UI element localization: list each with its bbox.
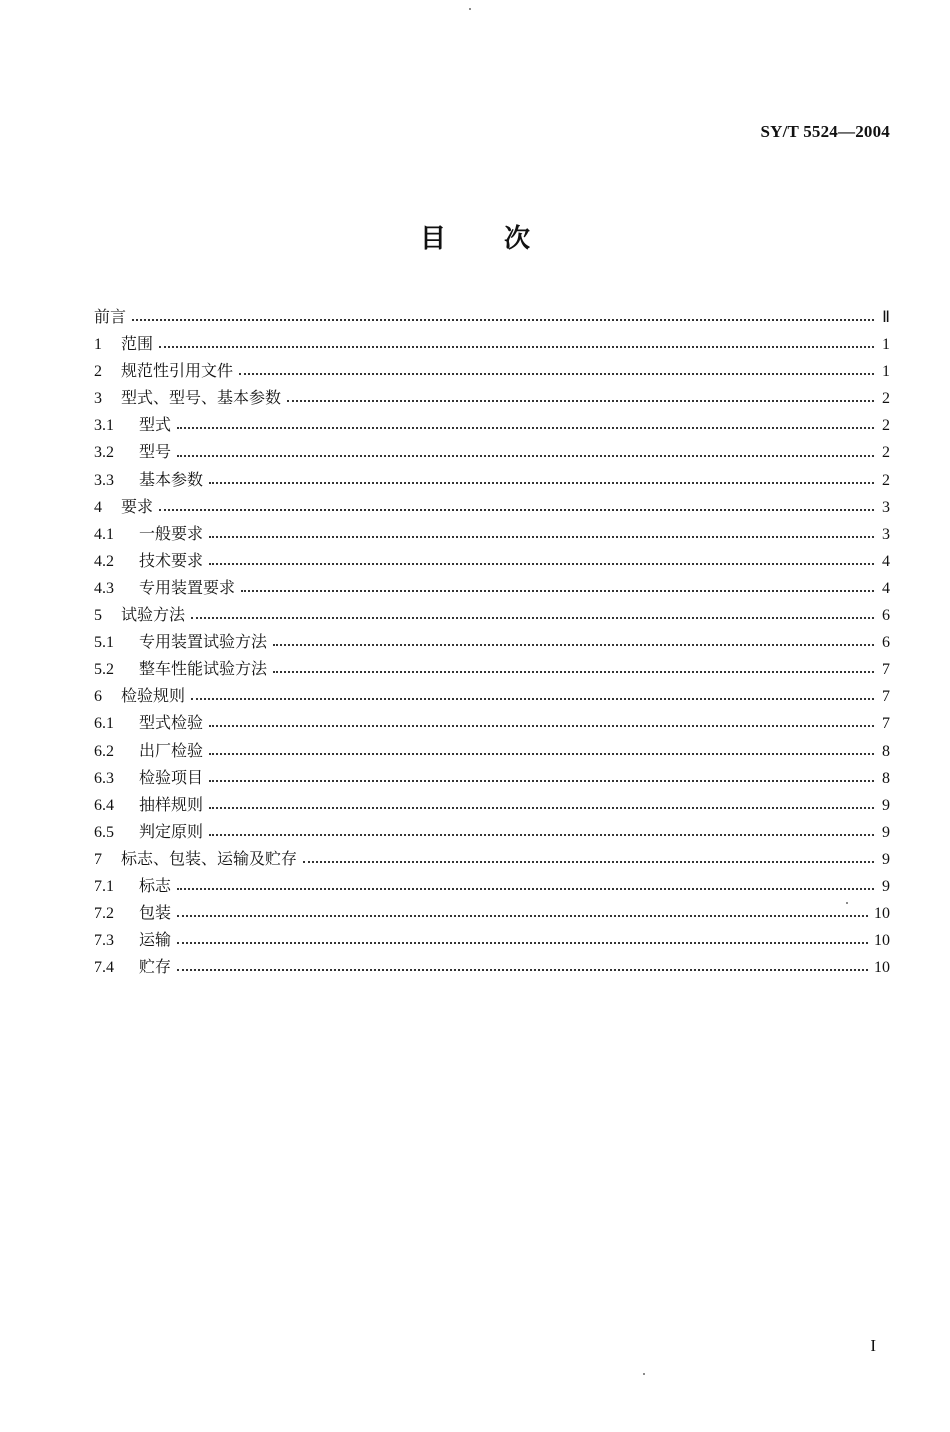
toc-leader-dots (209, 752, 874, 755)
toc-entry-label: 整车性能试验方法 (139, 659, 268, 679)
toc-entry[interactable] (94, 872, 890, 899)
toc-entry-label: 标志 (139, 875, 172, 895)
toc-entry-label: 一般要求 (139, 523, 204, 543)
toc-entry-label: 要求 (121, 496, 154, 516)
toc-leader-dots (209, 779, 874, 782)
toc-entry-page: 9 (882, 796, 890, 814)
toc-entry-page: 2 (882, 471, 890, 489)
toc-entry-page: 3 (882, 525, 890, 543)
toc-entry-page: 9 (882, 823, 890, 841)
toc-entry-number: 1 (94, 336, 102, 354)
toc-leader-dots (209, 481, 874, 484)
toc-leader-dots (132, 318, 874, 321)
toc-entry-page: 4 (882, 552, 890, 570)
toc-entry-page: 3 (882, 498, 890, 516)
toc-entry-label: 运输 (139, 930, 172, 950)
toc-leader-dots (177, 914, 868, 917)
toc-leader-dots (177, 426, 874, 429)
toc-leader-dots (159, 508, 874, 511)
toc-entry-page: 2 (882, 444, 890, 462)
toc-entry-number: 3 (94, 390, 102, 408)
toc-entry-number: 4 (94, 498, 102, 516)
toc-entry[interactable] (94, 438, 890, 465)
toc-entry-number: 6.4 (94, 796, 114, 814)
toc-entry-label: 型式、型号、基本参数 (121, 388, 282, 408)
toc-entry-page: 10 (874, 932, 890, 950)
toc-entry-label: 试验方法 (121, 605, 186, 625)
toc-leader-dots (209, 833, 874, 836)
toc-entry-page: 7 (882, 688, 890, 706)
toc-entry-number: 6.3 (94, 769, 114, 787)
toc-leader-dots (191, 697, 874, 700)
toc-entry-number: 7.2 (94, 905, 114, 923)
toc-entry-page: 1 (882, 336, 890, 354)
toc-entry-label: 规范性引用文件 (121, 361, 234, 381)
toc-entry[interactable] (94, 574, 890, 601)
toc-entry-page: 9 (882, 850, 890, 868)
toc-entry[interactable] (94, 899, 890, 926)
toc-leader-dots (303, 860, 874, 863)
toc-entry[interactable] (94, 791, 890, 818)
toc-entry-number: 5.1 (94, 634, 114, 652)
toc-entry-page: 7 (882, 715, 890, 733)
scan-speck (643, 1373, 645, 1375)
toc-leader-dots (209, 724, 874, 727)
toc-entry[interactable] (94, 466, 890, 493)
toc-entry-label: 抽样规则 (139, 794, 204, 814)
toc-entry-number: 7.3 (94, 932, 114, 950)
toc-entry[interactable] (94, 764, 890, 791)
toc-entry-page: 8 (882, 742, 890, 760)
toc-leader-dots (239, 372, 874, 375)
toc-entry-page: 8 (882, 769, 890, 787)
toc-entry-page: 2 (882, 390, 890, 408)
toc-entry-label: 型式 (139, 415, 172, 435)
toc-entry-label: 检验项目 (139, 767, 204, 787)
toc-leader-dots (177, 454, 874, 457)
toc-leader-dots (287, 399, 874, 402)
standard-code: SY/T 5524—2004 (760, 122, 890, 141)
toc-entry[interactable] (94, 737, 890, 764)
toc-leader-dots (273, 670, 874, 673)
toc-leader-dots (209, 806, 874, 809)
title-char-1: 目 (419, 224, 446, 254)
toc-leader-dots (241, 589, 874, 592)
toc-entry[interactable] (94, 384, 890, 411)
title-char-2: 次 (504, 224, 531, 254)
toc-entry-number: 3.2 (94, 444, 114, 462)
toc-entry-number: 7.4 (94, 959, 114, 977)
toc-entry[interactable] (94, 601, 890, 628)
toc-leader-dots (273, 643, 874, 646)
toc-leader-dots (191, 616, 874, 619)
scan-speck (846, 902, 848, 904)
toc-entry-page: Ⅱ (882, 309, 890, 326)
toc-entry[interactable] (94, 357, 890, 384)
toc-entry[interactable] (94, 953, 890, 980)
toc-entry-number: 6.2 (94, 742, 114, 760)
toc-leader-dots (177, 941, 868, 944)
toc-entry-label: 技术要求 (139, 550, 204, 570)
toc-entry-page: 4 (882, 579, 890, 597)
toc-entry-number: 6 (94, 688, 102, 706)
toc-entry-number: 4.1 (94, 525, 114, 543)
toc-entry[interactable] (94, 520, 890, 547)
toc-entry[interactable] (94, 926, 890, 953)
toc-entry-label: 前言 (94, 307, 127, 326)
toc-entry-number: 5.2 (94, 661, 114, 679)
table-of-contents (94, 303, 890, 980)
toc-entry-number: 5 (94, 607, 102, 625)
toc-entry-label: 出厂检验 (139, 740, 204, 760)
toc-entry[interactable] (94, 709, 890, 736)
toc-entry-page: 1 (882, 363, 890, 381)
toc-leader-dots (209, 535, 874, 538)
toc-entry-number: 3.3 (94, 471, 114, 489)
toc-entry[interactable] (94, 818, 890, 845)
toc-entry-number: 4.2 (94, 552, 114, 570)
toc-entry[interactable] (94, 330, 890, 357)
toc-entry-page: 7 (882, 661, 890, 679)
toc-entry-number: 2 (94, 363, 102, 381)
toc-entry[interactable] (94, 628, 890, 655)
toc-leader-dots (177, 887, 874, 890)
toc-entry-number: 6.5 (94, 823, 114, 841)
toc-entry-number: 6.1 (94, 715, 114, 733)
toc-leader-dots (209, 562, 874, 565)
toc-entry-page: 9 (882, 877, 890, 895)
toc-entry-label: 专用装置试验方法 (139, 632, 268, 652)
toc-entry-label: 专用装置要求 (139, 577, 236, 597)
toc-entry-label: 型号 (139, 442, 172, 462)
toc-entry-page: 10 (874, 905, 890, 923)
toc-entry-label: 贮存 (139, 957, 172, 977)
page-title (0, 218, 950, 255)
toc-leader-dots (177, 968, 868, 971)
toc-entry[interactable] (94, 303, 890, 330)
toc-entry[interactable] (94, 682, 890, 709)
toc-entry-page: 6 (882, 607, 890, 625)
toc-entry-page: 10 (874, 959, 890, 977)
toc-leader-dots (159, 345, 874, 348)
toc-entry[interactable] (94, 411, 890, 438)
toc-entry-label: 型式检验 (139, 713, 204, 733)
toc-entry-label: 检验规则 (121, 686, 186, 706)
toc-entry-page: 2 (882, 417, 890, 435)
toc-entry[interactable] (94, 493, 890, 520)
toc-entry-page: 6 (882, 634, 890, 652)
toc-entry-number: 3.1 (94, 417, 114, 435)
toc-entry-label: 判定原则 (139, 821, 204, 841)
toc-entry-label: 范围 (121, 334, 154, 354)
scan-speck (469, 8, 471, 10)
toc-entry-number: 4.3 (94, 579, 114, 597)
toc-entry-number: 7 (94, 850, 102, 868)
toc-entry-label: 基本参数 (139, 469, 204, 489)
toc-entry[interactable] (94, 845, 890, 872)
toc-entry-label: 包装 (139, 903, 172, 923)
toc-entry-label: 标志、包装、运输及贮存 (121, 848, 298, 868)
page-number: I (870, 1336, 876, 1355)
toc-entry[interactable] (94, 655, 890, 682)
toc-entry[interactable] (94, 547, 890, 574)
toc-entry-number: 7.1 (94, 877, 114, 895)
